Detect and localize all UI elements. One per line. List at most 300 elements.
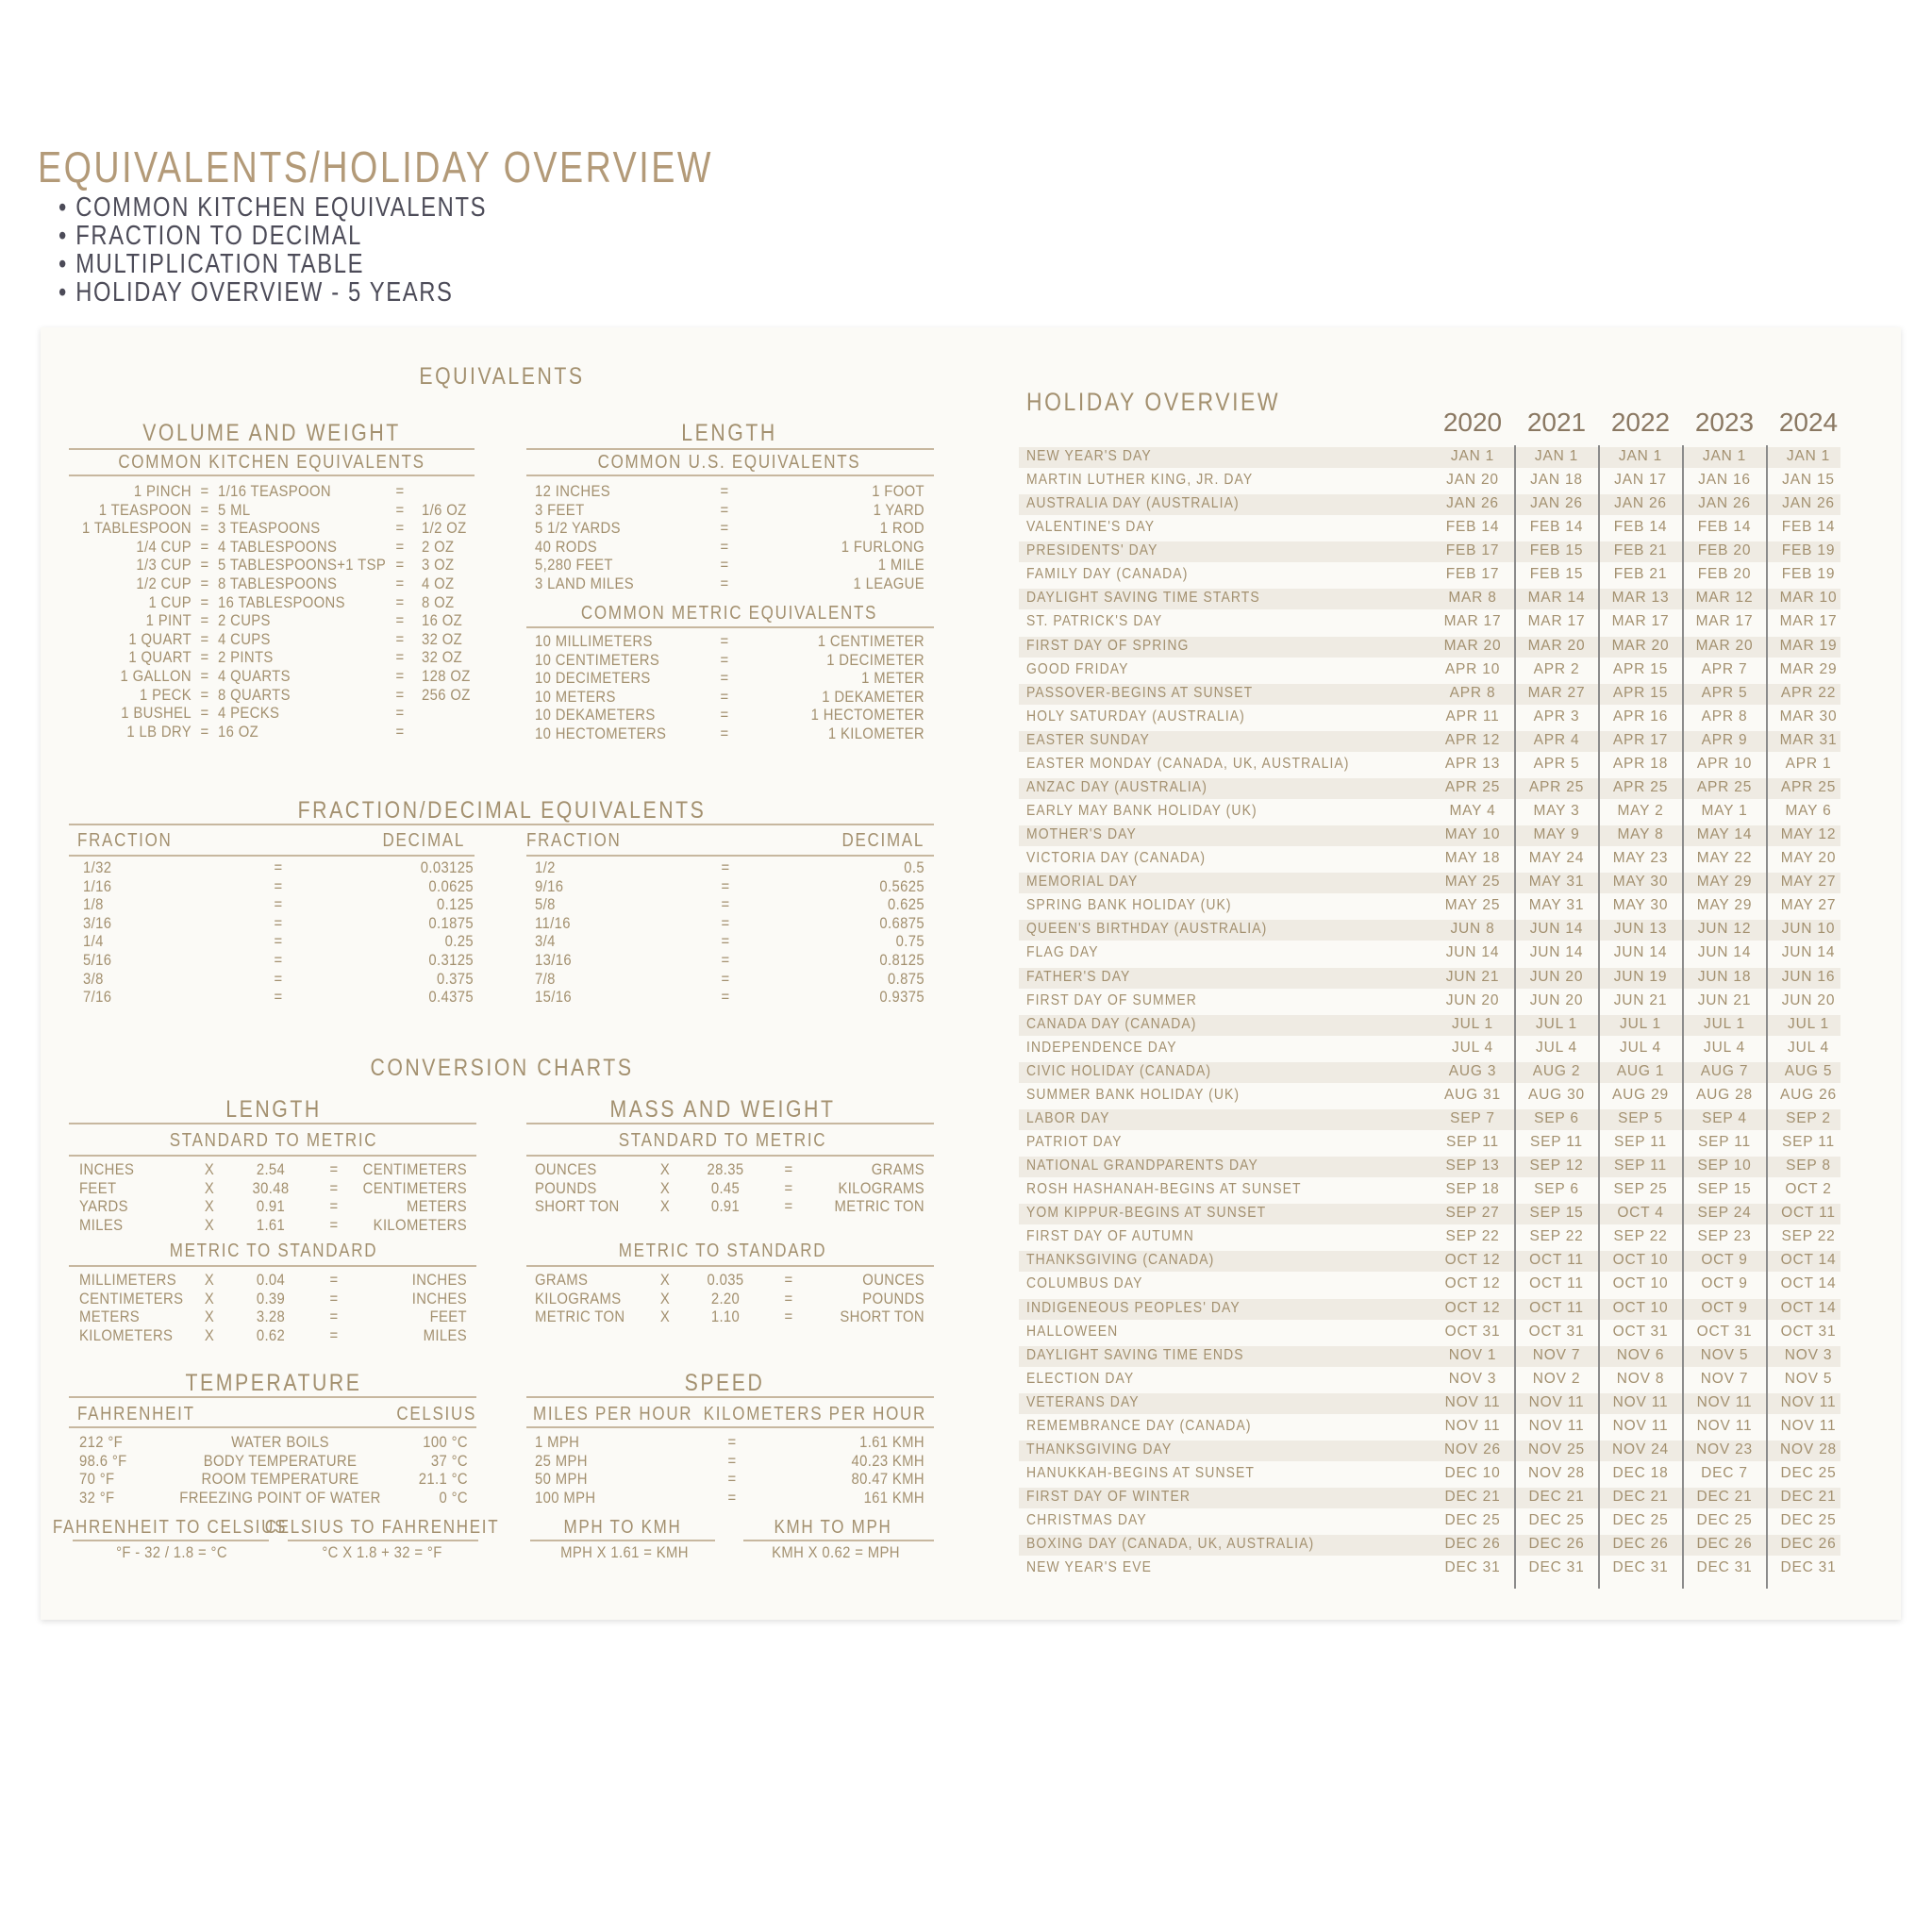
holiday-name: HALLOWEEN (1026, 1323, 1119, 1340)
table-cell: 28.35 (707, 1161, 744, 1178)
year-header: 2022 (1610, 408, 1671, 437)
equals-sign: = (274, 877, 283, 895)
holiday-date: AUG 26 (1780, 1086, 1837, 1103)
holiday-date: MAR 17 (1443, 613, 1502, 630)
table-cell: = (200, 501, 209, 519)
holiday-date: FEB 19 (1781, 566, 1836, 583)
holiday-row (1019, 1417, 1840, 1438)
holiday-name: GOOD FRIDAY (1026, 660, 1129, 677)
holiday-date: JUN 14 (1529, 944, 1584, 961)
table-cell: 3 TEASPOONS (218, 520, 321, 538)
table-cell: 3 LAND MILES (535, 575, 635, 592)
holiday-name: YOM KIPPUR-BEGINS AT SUNSET (1026, 1205, 1267, 1222)
table-cell: X (659, 1161, 671, 1178)
holiday-date: JUL 1 (1704, 1015, 1745, 1032)
table-cell: INCHES (411, 1290, 467, 1307)
table-cell: 40.23 KMH (851, 1452, 924, 1470)
table-cell: 1 MILE (877, 557, 924, 575)
holiday-date: SEP 10 (1697, 1158, 1752, 1174)
table-cell: CENTIMETERS (362, 1179, 467, 1197)
holiday-name: LABOR DAY (1026, 1109, 1110, 1126)
holiday-date: APR 2 (1533, 660, 1580, 677)
holiday-date: MAR 14 (1527, 590, 1586, 607)
holiday-date: DEC 10 (1444, 1465, 1501, 1481)
holiday-date: APR 15 (1612, 660, 1669, 677)
equals-sign: = (721, 896, 730, 914)
table-cell: 5,280 FEET (535, 557, 613, 575)
holiday-date: JAN 1 (1786, 448, 1831, 464)
equals-sign: = (274, 896, 283, 914)
holiday-date: APR 25 (1696, 778, 1753, 795)
section-subheading: COMMON KITCHEN EQUIVALENTS (118, 452, 425, 473)
section-heading: LENGTH (681, 420, 777, 446)
table-cell: 7/16 (83, 989, 112, 1007)
holiday-date: AUG 5 (1784, 1062, 1833, 1079)
formula: °C X 1.8 + 32 = °F (322, 1544, 442, 1561)
holiday-date: MAY 30 (1612, 897, 1669, 914)
section-heading: TEMPERATURE (185, 1370, 362, 1396)
holiday-date: NOV 7 (1532, 1346, 1581, 1363)
holiday-date: FEB 14 (1781, 519, 1836, 536)
table-cell: KILOGRAMS (838, 1179, 924, 1197)
table-cell: = (727, 1489, 737, 1507)
table-cell: 0.875 (888, 970, 924, 988)
holiday-date: APR 10 (1696, 755, 1753, 772)
holiday-date: JUL 4 (1704, 1039, 1745, 1056)
table-cell: = (720, 520, 729, 538)
table-cell: OUNCES (862, 1272, 924, 1289)
table-cell: 0.04 (256, 1272, 286, 1289)
holiday-date: JUN 13 (1613, 921, 1668, 938)
holiday-row (1019, 943, 1840, 964)
formula: °F - 32 / 1.8 = °C (116, 1544, 227, 1561)
table-cell: = (329, 1216, 339, 1234)
holiday-date: JUN 20 (1529, 968, 1584, 985)
holiday-row (1019, 1015, 1840, 1036)
holiday-date: FEB 17 (1445, 542, 1500, 559)
holiday-date: APR 7 (1701, 660, 1748, 677)
table-cell: 0.0625 (428, 877, 474, 895)
table-cell: 256 OZ (422, 686, 471, 704)
holiday-date: MAR 20 (1695, 637, 1754, 654)
holiday-date: JUN 19 (1613, 968, 1668, 985)
holiday-date: JUN 14 (1445, 944, 1500, 961)
table-cell: = (720, 707, 729, 724)
holiday-date: OCT 4 (1617, 1205, 1664, 1222)
holiday-date: NOV 6 (1616, 1346, 1665, 1363)
table-cell: X (204, 1179, 215, 1197)
table-cell: = (200, 668, 209, 685)
table-cell: 9/16 (535, 877, 564, 895)
column-divider (1766, 445, 1768, 1589)
holiday-date: SEP 15 (1697, 1181, 1752, 1198)
table-cell: = (395, 630, 405, 648)
formula-label: FAHRENHEIT TO CELSIUS (52, 1517, 288, 1538)
holiday-row (1019, 1086, 1840, 1107)
holiday-date: APR 13 (1444, 755, 1501, 772)
holiday-date: DEC 26 (1444, 1536, 1501, 1553)
table-cell: = (200, 630, 209, 648)
table-cell: 5 1/2 YARDS (535, 520, 621, 538)
holiday-row (1019, 1441, 1840, 1461)
holiday-row (1019, 1370, 1840, 1391)
table-cell: 1 QUART (128, 630, 192, 648)
formula-label: KMH TO MPH (774, 1517, 892, 1538)
holiday-date: JUN 21 (1613, 991, 1668, 1008)
table-cell: X (204, 1326, 215, 1344)
table-cell: 5 ML (218, 501, 251, 519)
holiday-row (1019, 1062, 1840, 1083)
holiday-date: OCT 31 (1780, 1323, 1837, 1340)
holiday-date: JUL 4 (1536, 1039, 1577, 1056)
table-cell: = (200, 723, 209, 741)
holiday-date: MAY 9 (1533, 826, 1580, 843)
holiday-date: JUN 14 (1697, 944, 1752, 961)
holiday-row (1019, 565, 1840, 586)
holiday-name: ANZAC DAY (AUSTRALIA) (1026, 778, 1208, 795)
holiday-date: NOV 2 (1532, 1370, 1581, 1387)
table-cell: = (200, 593, 209, 611)
holiday-name: CIVIC HOLIDAY (CANADA) (1026, 1062, 1212, 1079)
holiday-date: SEP 18 (1445, 1181, 1500, 1198)
holiday-name: PRESIDENTS' DAY (1026, 542, 1158, 559)
holiday-row (1019, 1039, 1840, 1059)
holiday-date: MAY 2 (1617, 803, 1664, 820)
holiday-date: OCT 12 (1444, 1275, 1501, 1292)
holiday-date: NOV 11 (1444, 1393, 1501, 1410)
holiday-date: NOV 8 (1616, 1370, 1665, 1387)
table-cell: 0.3125 (428, 952, 474, 969)
holiday-date: DEC 31 (1696, 1559, 1753, 1576)
year-header: 2023 (1694, 408, 1755, 437)
section-title: CONVERSION CHARTS (370, 1055, 634, 1081)
bullet-item: • HOLIDAY OVERVIEW - 5 YEARS (58, 277, 454, 308)
holiday-date: APR 15 (1612, 684, 1669, 701)
table-cell: 3.28 (256, 1308, 286, 1326)
holiday-date: OCT 14 (1780, 1275, 1837, 1292)
holiday-date: OCT 11 (1781, 1205, 1836, 1222)
table-cell: 32 OZ (422, 630, 463, 648)
table-cell: 50 MPH (535, 1471, 588, 1489)
table-cell: X (659, 1272, 671, 1289)
divider-line (69, 824, 934, 825)
table-cell: 8 QUARTS (218, 686, 291, 704)
holiday-date: JUL 1 (1788, 1015, 1829, 1032)
holiday-row (1019, 708, 1840, 728)
holiday-date: APR 8 (1701, 708, 1748, 724)
holiday-date: FEB 20 (1697, 542, 1752, 559)
holiday-date: APR 25 (1444, 778, 1501, 795)
equals-sign: = (721, 877, 730, 895)
holiday-date: DEC 26 (1612, 1536, 1669, 1553)
holiday-date: MAY 20 (1780, 850, 1837, 867)
holiday-date: DEC 25 (1696, 1512, 1753, 1529)
table-cell: = (784, 1161, 793, 1178)
holiday-date: OCT 9 (1701, 1252, 1748, 1269)
table-cell: X (659, 1198, 671, 1216)
holiday-date: SEP 24 (1697, 1205, 1752, 1222)
table-cell: X (204, 1161, 215, 1178)
holiday-date: NOV 5 (1784, 1370, 1833, 1387)
holiday-date: MAR 17 (1611, 613, 1670, 630)
table-cell: = (200, 612, 209, 630)
table-cell: 2 CUPS (218, 612, 271, 630)
holiday-date: DEC 31 (1780, 1559, 1837, 1576)
holiday-name: CHRISTMAS DAY (1026, 1512, 1147, 1529)
holiday-date: NOV 11 (1444, 1417, 1501, 1434)
equals-sign: = (721, 859, 730, 876)
holiday-date: OCT 11 (1529, 1299, 1584, 1316)
section-heading: SPEED (684, 1370, 765, 1396)
equals-sign: = (721, 970, 730, 988)
section-subheading: METRIC TO STANDARD (169, 1241, 378, 1261)
table-cell: METRIC TON (535, 1308, 625, 1326)
holiday-row (1019, 1133, 1840, 1154)
holiday-date: MAY 10 (1444, 826, 1501, 843)
holiday-row (1019, 991, 1840, 1012)
table-cell: 40 RODS (535, 538, 598, 556)
holiday-date: OCT 14 (1780, 1299, 1837, 1316)
divider-line (288, 1540, 478, 1541)
holiday-row (1019, 849, 1840, 870)
table-cell: = (200, 686, 209, 704)
table-cell: = (720, 538, 729, 556)
holiday-date: APR 1 (1785, 755, 1832, 772)
section-subheading: STANDARD TO METRIC (618, 1130, 827, 1151)
holiday-date: NOV 11 (1780, 1417, 1837, 1434)
table-cell: = (395, 612, 405, 630)
holiday-date: DEC 18 (1612, 1465, 1669, 1481)
table-cell: 1 METER (861, 670, 924, 688)
holiday-date: JUN 8 (1450, 921, 1495, 938)
table-cell: = (200, 705, 209, 723)
divider-line (69, 1265, 476, 1267)
table-cell: = (200, 575, 209, 592)
table-cell: 0.125 (437, 896, 474, 914)
table-cell: = (720, 651, 729, 669)
holiday-date: NOV 25 (1528, 1441, 1585, 1457)
holiday-date: MAR 19 (1779, 637, 1838, 654)
equals-sign: = (274, 952, 283, 969)
holiday-date: JUL 1 (1536, 1015, 1577, 1032)
holiday-date: SEP 22 (1445, 1228, 1500, 1245)
table-cell: 0.91 (256, 1198, 286, 1216)
holiday-row (1019, 684, 1840, 705)
table-cell: 10 METERS (535, 688, 616, 706)
holiday-date: AUG 1 (1616, 1062, 1665, 1079)
holiday-date: APR 22 (1780, 684, 1837, 701)
holiday-row (1019, 589, 1840, 609)
table-cell: 16 OZ (422, 612, 463, 630)
divider-line (526, 475, 934, 476)
table-cell: 1 BUSHEL (121, 705, 192, 723)
bullet-item: • COMMON KITCHEN EQUIVALENTS (58, 192, 488, 223)
table-cell: = (395, 686, 405, 704)
holiday-date: APR 3 (1533, 708, 1580, 724)
divider-line (69, 448, 475, 450)
section-subheading: STANDARD TO METRIC (169, 1130, 378, 1151)
table-cell: 0.1875 (428, 914, 474, 932)
table-cell: 1 LEAGUE (853, 575, 924, 592)
holiday-date: MAR 20 (1611, 637, 1670, 654)
holiday-row (1019, 1558, 1840, 1579)
table-cell: 1/6 OZ (422, 501, 467, 519)
holiday-date: SEP 11 (1614, 1134, 1667, 1151)
table-cell: 3 OZ (422, 557, 455, 575)
holiday-date: FEB 19 (1781, 542, 1836, 559)
table-cell: = (727, 1434, 737, 1451)
divider-line (743, 1540, 934, 1541)
holiday-date: SEP 22 (1529, 1228, 1584, 1245)
table-cell: OUNCES (535, 1161, 597, 1178)
table-cell: = (720, 575, 729, 592)
holiday-date: DEC 31 (1444, 1559, 1501, 1576)
divider-line (526, 626, 934, 628)
holiday-date: JAN 26 (1698, 495, 1751, 512)
table-cell: 0.8125 (879, 952, 924, 969)
holiday-date: MAY 22 (1696, 850, 1753, 867)
holiday-date: SEP 27 (1445, 1205, 1500, 1222)
table-cell: = (395, 483, 405, 500)
holiday-name: BOXING DAY (CANADA, UK, AUSTRALIA) (1026, 1536, 1315, 1553)
table-cell: 1 ROD (879, 520, 924, 538)
table-cell: 1 YARD (873, 501, 924, 519)
table-cell: X (204, 1198, 215, 1216)
holiday-date: MAY 24 (1528, 850, 1585, 867)
holiday-date: APR 11 (1445, 708, 1500, 724)
section-heading: VOLUME AND WEIGHT (142, 420, 401, 446)
holiday-date: MAY 25 (1444, 874, 1501, 891)
holiday-date: MAY 8 (1617, 826, 1664, 843)
table-cell: = (329, 1326, 339, 1344)
table-cell: X (659, 1290, 671, 1307)
bullet-item: • FRACTION TO DECIMAL (58, 221, 363, 251)
holiday-date: NOV 5 (1700, 1346, 1749, 1363)
holiday-row (1019, 637, 1840, 658)
holiday-row (1019, 1511, 1840, 1532)
table-cell: = (329, 1198, 339, 1216)
holiday-row (1019, 1464, 1840, 1485)
table-cell: CENTIMETERS (79, 1290, 184, 1307)
formula-label: MPH TO KMH (563, 1517, 682, 1538)
column-divider (1598, 445, 1600, 1589)
holiday-date: JAN 1 (1450, 448, 1495, 464)
table-cell: X (204, 1216, 215, 1234)
holiday-name: EASTER SUNDAY (1026, 731, 1150, 748)
table-cell: = (200, 520, 209, 538)
holiday-date: MAY 4 (1449, 803, 1496, 820)
table-cell: 0.5625 (879, 877, 924, 895)
holiday-date: DEC 26 (1696, 1536, 1753, 1553)
column-header: FAHRENHEIT (77, 1404, 195, 1424)
table-cell: 0.62 (256, 1326, 286, 1344)
holiday-date: DEC 21 (1696, 1489, 1753, 1506)
holiday-date: DEC 26 (1780, 1536, 1837, 1553)
table-cell: METERS (406, 1198, 467, 1216)
equals-sign: = (274, 989, 283, 1007)
holiday-date: NOV 3 (1784, 1346, 1833, 1363)
table-cell: 5/16 (83, 952, 112, 969)
holiday-date: JAN 1 (1702, 448, 1747, 464)
holiday-date: SEP 4 (1702, 1109, 1747, 1126)
holiday-date: APR 8 (1449, 684, 1496, 701)
table-cell: 128 OZ (422, 668, 471, 685)
holiday-date: JUL 1 (1452, 1015, 1493, 1032)
column-header: DECIMAL (841, 830, 924, 851)
holiday-date: JUN 10 (1781, 921, 1836, 938)
table-cell: METERS (79, 1308, 141, 1326)
holiday-date: FEB 14 (1697, 519, 1752, 536)
holiday-date: JAN 1 (1618, 448, 1663, 464)
holiday-date: FEB 20 (1697, 566, 1752, 583)
holiday-date: NOV 11 (1780, 1393, 1837, 1410)
holiday-date: OCT 10 (1612, 1275, 1669, 1292)
table-cell: 98.6 °F (79, 1452, 127, 1470)
table-cell: = (395, 668, 405, 685)
holiday-date: NOV 11 (1528, 1417, 1585, 1434)
holiday-name: DAYLIGHT SAVING TIME ENDS (1026, 1346, 1244, 1363)
holiday-name: FLAG DAY (1026, 944, 1099, 961)
holiday-name: NEW YEAR'S DAY (1026, 448, 1152, 464)
holiday-name: COLUMBUS DAY (1026, 1275, 1143, 1292)
holiday-date: JAN 1 (1534, 448, 1579, 464)
holiday-date: APR 16 (1612, 708, 1669, 724)
divider-line (526, 1265, 934, 1267)
holiday-date: SEP 11 (1614, 1158, 1667, 1174)
holiday-date: MAY 3 (1533, 803, 1580, 820)
holiday-date: MAR 30 (1779, 708, 1838, 724)
holiday-name: INDEPENDENCE DAY (1026, 1039, 1177, 1056)
table-cell: 0.625 (888, 896, 924, 914)
divider-line (526, 1426, 934, 1428)
equals-sign: = (274, 859, 283, 876)
table-cell: SHORT TON (535, 1198, 620, 1216)
table-cell: 1 CENTIMETER (817, 633, 924, 650)
holiday-date: MAR 31 (1779, 731, 1838, 748)
table-cell: 0.03125 (420, 859, 474, 876)
holiday-date: JAN 18 (1530, 472, 1583, 489)
holiday-date: DEC 25 (1780, 1465, 1837, 1481)
holiday-name: VETERANS DAY (1026, 1393, 1140, 1410)
holiday-date: OCT 9 (1701, 1299, 1748, 1316)
table-cell: 3/16 (83, 914, 112, 932)
holiday-date: MAR 17 (1695, 613, 1754, 630)
table-cell: FEET (429, 1308, 467, 1326)
holiday-row (1019, 1227, 1840, 1248)
holiday-name: MOTHER'S DAY (1026, 826, 1137, 843)
holiday-date: JAN 15 (1782, 472, 1835, 489)
holiday-date: DEC 25 (1612, 1512, 1669, 1529)
holiday-name: HANUKKAH-BEGINS AT SUNSET (1026, 1465, 1255, 1481)
holiday-date: APR 17 (1612, 731, 1669, 748)
table-cell: = (329, 1308, 339, 1326)
table-cell: = (200, 557, 209, 575)
holiday-name: THANKSGIVING (CANADA) (1026, 1252, 1215, 1269)
holiday-date: OCT 14 (1780, 1252, 1837, 1269)
table-cell: = (727, 1471, 737, 1489)
table-cell: X (204, 1308, 215, 1326)
holiday-date: DEC 25 (1444, 1512, 1501, 1529)
holiday-date: MAY 27 (1780, 897, 1837, 914)
holiday-date: SEP 2 (1786, 1109, 1831, 1126)
table-cell: = (784, 1272, 793, 1289)
holiday-date: OCT 31 (1696, 1323, 1753, 1340)
holiday-date: AUG 3 (1448, 1062, 1497, 1079)
holiday-date: APR 25 (1612, 778, 1669, 795)
holiday-name: CANADA DAY (CANADA) (1026, 1015, 1197, 1032)
holiday-date: JUN 16 (1781, 968, 1836, 985)
column-divider (1682, 445, 1684, 1589)
